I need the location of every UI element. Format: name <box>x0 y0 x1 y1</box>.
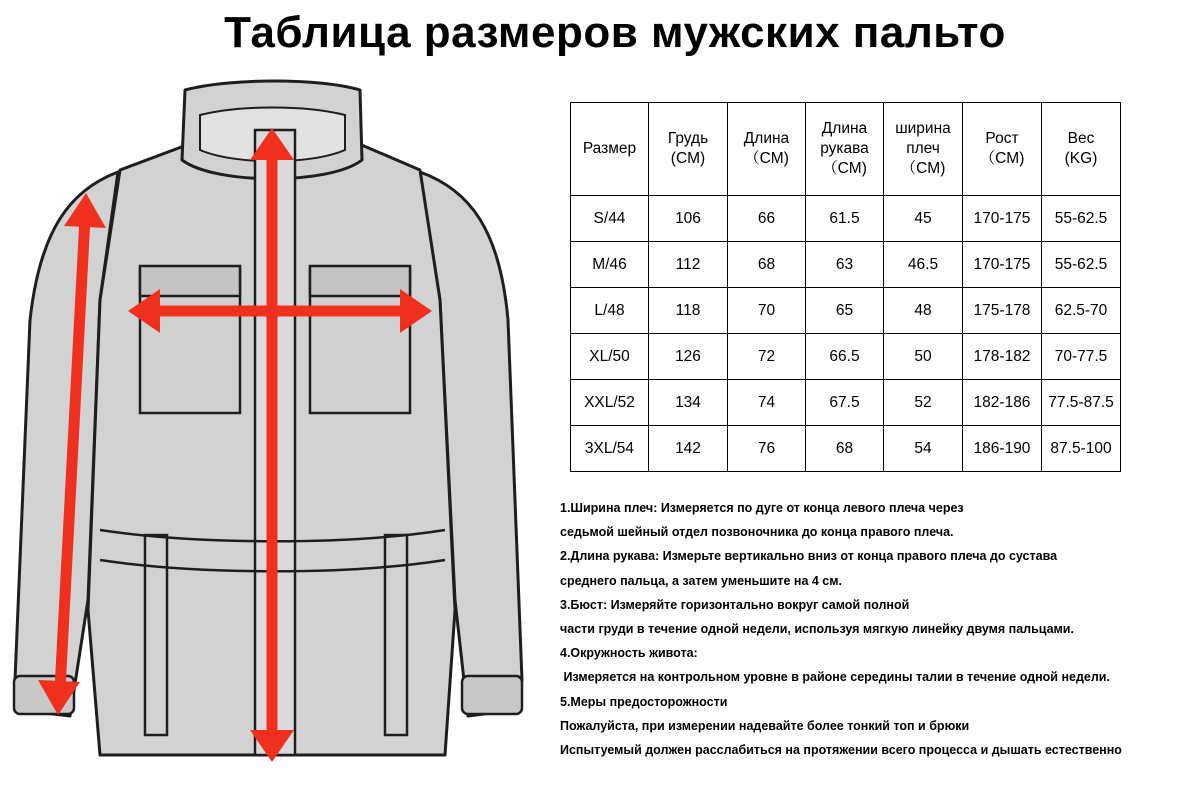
table-cell: 106 <box>649 196 728 242</box>
note-line: 5.Меры предосторожности <box>560 694 728 709</box>
table-cell: M/46 <box>571 242 649 288</box>
table-cell: 62.5-70 <box>1042 288 1121 334</box>
table-row <box>571 380 1121 426</box>
table-cell: 74 <box>728 380 806 426</box>
note-line: 4.Окружность живота: <box>560 646 698 661</box>
table-cell: 142 <box>649 426 728 472</box>
table-row <box>571 426 1121 472</box>
table-cell: 112 <box>649 242 728 288</box>
table-cell: XXL/52 <box>571 380 649 426</box>
table-row <box>571 196 1121 242</box>
note-line: 2.Длина рукава: Измерьте вертикально вниз от конца правого плеча до сустава <box>560 549 1058 564</box>
table-cell: 70-77.5 <box>1042 334 1121 380</box>
table-cell: 178-182 <box>963 334 1042 380</box>
table-cell: 65 <box>806 288 884 334</box>
note-line: части груди в течение одной недели, используя мягкую линейку двумя пальцами. <box>560 621 1074 636</box>
header-height: Рост （CM) <box>963 103 1042 196</box>
table-cell: 170-175 <box>963 196 1042 242</box>
table-cell: 54 <box>884 426 963 472</box>
table-cell: 55-62.5 <box>1042 196 1121 242</box>
header-chest: Грудь (CM) <box>649 103 728 196</box>
note-line: Испытуемый должен расслабиться на протяжении всего процесса и дышать естественно <box>560 742 1122 757</box>
table-cell: 55-62.5 <box>1042 242 1121 288</box>
note-line: среднего пальца, а затем уменьшите на 4 см. <box>560 573 842 588</box>
table-cell: 87.5-100 <box>1042 426 1121 472</box>
table-cell: 76 <box>728 426 806 472</box>
table-cell: 126 <box>649 334 728 380</box>
table-cell: 50 <box>884 334 963 380</box>
table-cell: 3XL/54 <box>571 426 649 472</box>
note-line: 3.Бюст: Измеряйте горизонтально вокруг самой полной <box>560 597 910 612</box>
table-cell: 72 <box>728 334 806 380</box>
header-shoulder-width: ширина плеч （CM) <box>884 103 963 196</box>
table-cell: 45 <box>884 196 963 242</box>
table-cell: 66 <box>728 196 806 242</box>
header-weight: Вес (KG) <box>1042 103 1121 196</box>
table-cell: 46.5 <box>884 242 963 288</box>
size-table <box>570 102 1121 472</box>
measurement-notes <box>560 496 1200 762</box>
note-line: седьмой шейный отдел позвоночника до конца правого плеча. <box>560 525 954 540</box>
table-cell: 61.5 <box>806 196 884 242</box>
table-cell: 118 <box>649 288 728 334</box>
table-cell: 175-178 <box>963 288 1042 334</box>
header-sleeve-length: Длина рукава （CM) <box>806 103 884 196</box>
table-cell: 66.5 <box>806 334 884 380</box>
page-title: Таблица размеров мужских пальто <box>224 8 1006 57</box>
table-cell: 67.5 <box>806 380 884 426</box>
table-cell: 52 <box>884 380 963 426</box>
table-cell: 182-186 <box>963 380 1042 426</box>
table-cell: 186-190 <box>963 426 1042 472</box>
note-line: Пожалуйста, при измерении надевайте более тонкий топ и брюки <box>560 718 970 733</box>
table-cell: 70 <box>728 288 806 334</box>
table-cell: 134 <box>649 380 728 426</box>
note-line: 1.Ширина плеч: Измеряется по дуге от конца левого плеча через <box>560 501 964 515</box>
table-cell: XL/50 <box>571 334 649 380</box>
header-size: Размер <box>571 103 649 196</box>
table-row <box>571 288 1121 334</box>
table-cell: 68 <box>806 426 884 472</box>
table-cell: 68 <box>728 242 806 288</box>
table-cell: 63 <box>806 242 884 288</box>
table-cell: L/48 <box>571 288 649 334</box>
table-row <box>571 334 1121 380</box>
table-cell: 77.5-87.5 <box>1042 380 1121 426</box>
table-cell: 48 <box>884 288 963 334</box>
table-cell: 170-175 <box>963 242 1042 288</box>
table-row <box>571 242 1121 288</box>
right-cuff <box>462 676 522 714</box>
note-line: Измеряется на контрольном уровне в районе середины талии в течение одной недели. <box>560 670 1110 685</box>
jacket-illustration <box>0 70 560 800</box>
header-length: Длина （CM) <box>728 103 806 196</box>
table-header-row <box>571 103 1121 196</box>
table-cell: S/44 <box>571 196 649 242</box>
